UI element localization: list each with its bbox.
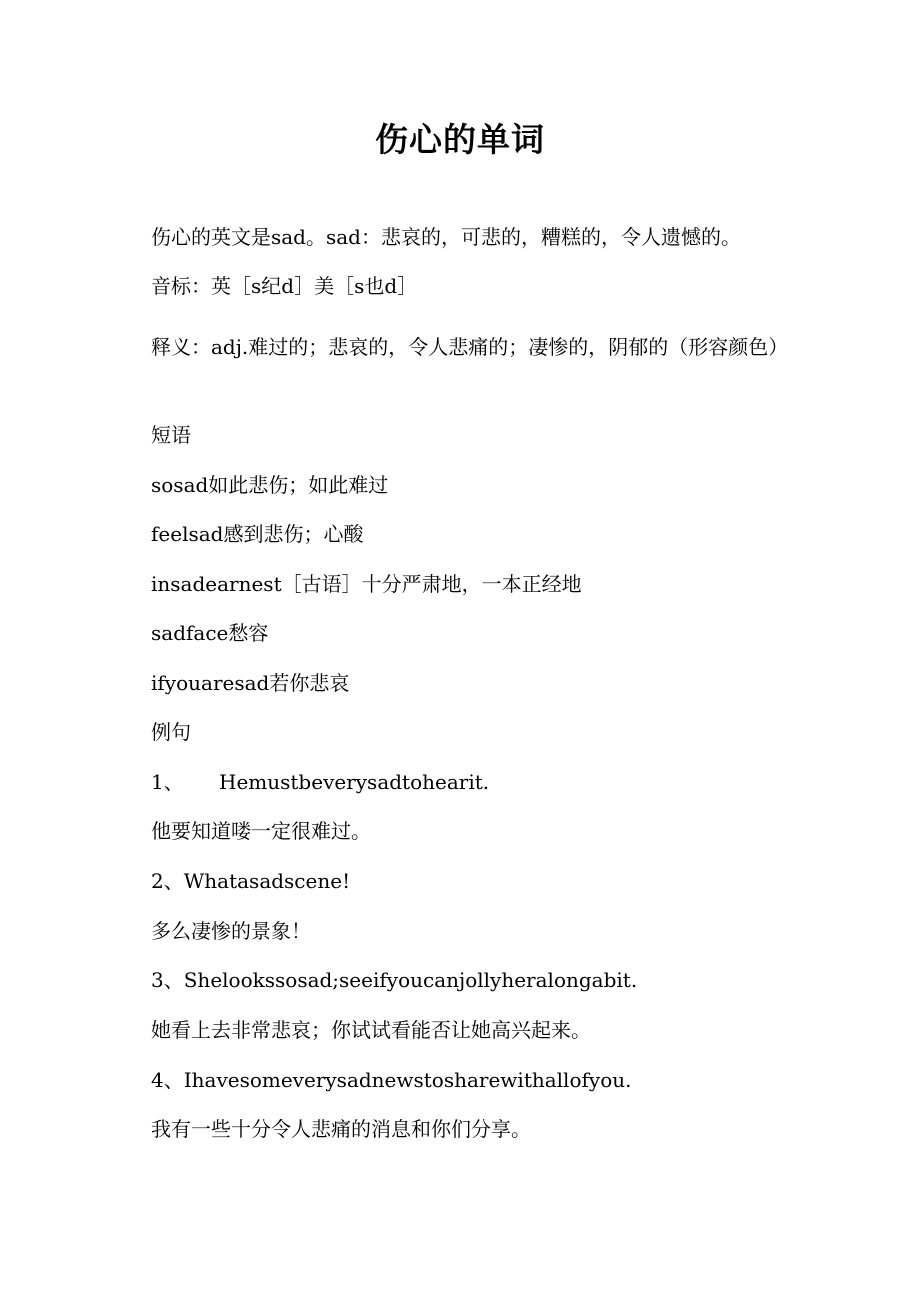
document-title: 伤心的单词	[375, 120, 545, 159]
example-sentence-zh: 我有一些十分令人悲痛的消息和你们分享。	[151, 1117, 531, 1141]
example-en-text: Whatasadscene!	[183, 869, 351, 893]
phrase-item: feelsad感到悲伤；心酸	[151, 522, 364, 546]
definition-paragraph: 释义：adj.难过的；悲哀的，令人悲痛的；凄惨的，阴郁的（形容颜色）	[151, 335, 789, 359]
example-en-text: Ihavesomeverysadnewstosharewithallofyou.	[183, 1068, 632, 1092]
example-sentence-en	[151, 1067, 631, 1093]
example-sentence-zh: 多么凄惨的景象！	[151, 919, 311, 943]
examples-heading: 例句	[151, 720, 191, 744]
example-sentence-zh: 她看上去非常悲哀；你试试看能否让她高兴起来。	[151, 1018, 591, 1042]
example-sentence-zh: 他要知道喽一定很难过。	[151, 819, 371, 843]
phrase-item: sosad如此悲伤；如此难过	[151, 473, 389, 497]
example-sentence-en	[151, 868, 350, 894]
example-number: 1、	[151, 770, 184, 794]
example-en-text: Hemustbeverysadtohearit.	[219, 770, 490, 794]
example-number: 4、	[151, 1068, 184, 1092]
intro-paragraph: 伤心的英文是sad。sad：悲哀的，可悲的，糟糕的，令人遗憾的。	[151, 225, 741, 249]
phrase-item: insadearnest［古语］十分严肃地，一本正经地	[151, 572, 582, 596]
phrases-heading: 短语	[151, 423, 191, 447]
example-number: 2、	[151, 869, 184, 893]
example-en-text: Shelookssosad;seeifyoucanjollyheralongabit.	[183, 968, 638, 992]
example-sentence-en	[151, 769, 489, 795]
example-sentence-en	[151, 967, 637, 993]
phrase-item: ifyouaresad若你悲哀	[151, 671, 350, 695]
phrase-item: sadface愁容	[151, 621, 269, 645]
phonetic-line: 音标：英［s纪d］美［s也d］	[151, 274, 418, 298]
example-number: 3、	[151, 968, 184, 992]
